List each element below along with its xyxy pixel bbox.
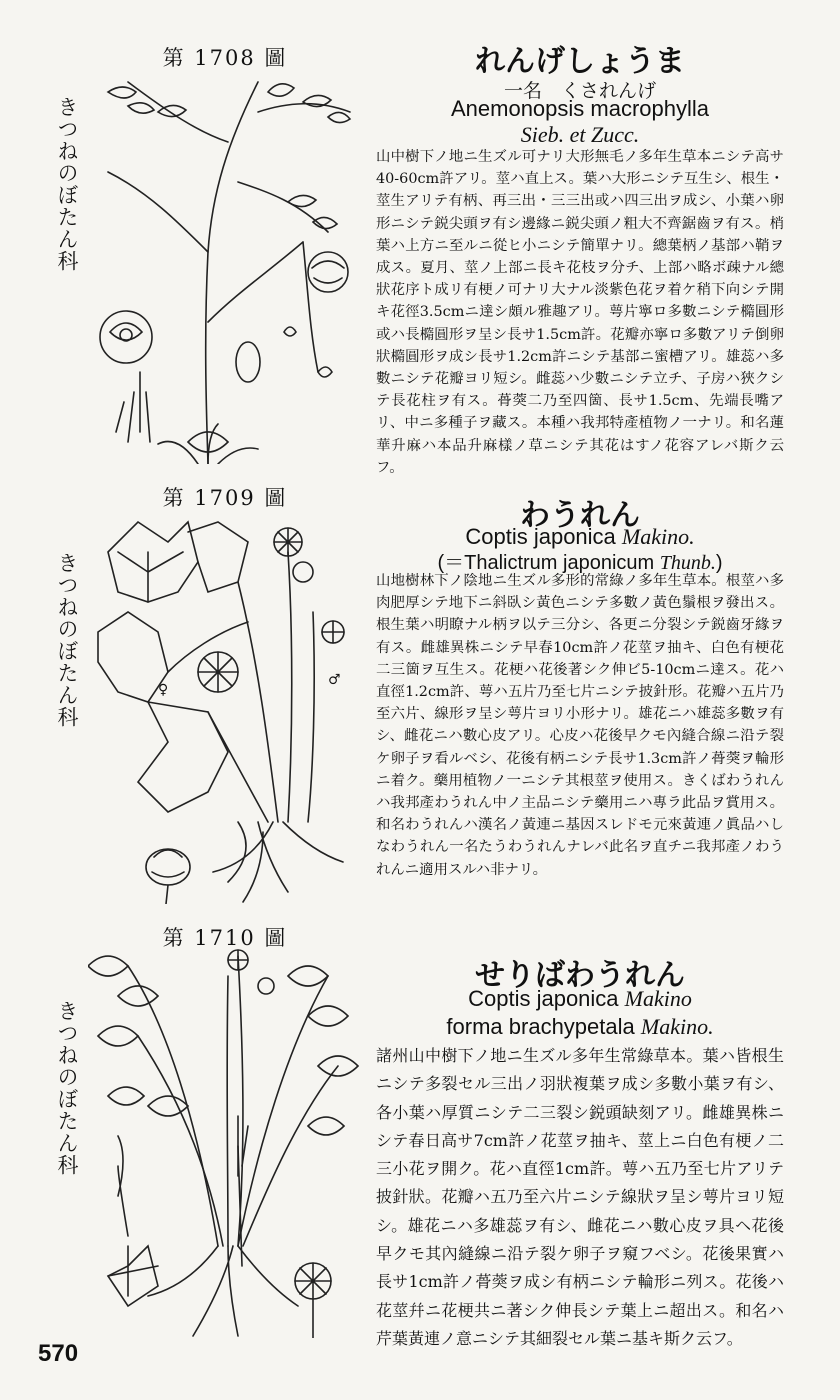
latin-name-1708 [380, 96, 780, 122]
family-label-1709: きつねのぼたん科 [55, 552, 79, 728]
family-label-1708: きつねのぼたん科 [55, 96, 79, 272]
latin-genus-species: Coptis japonica [468, 986, 619, 1011]
title-ja-1710: せりばわうれん [475, 958, 685, 993]
figure-label-1709: 第 1709 圖 [162, 486, 288, 510]
latin-author-1708 [380, 122, 780, 148]
illustration-1710 [88, 946, 360, 1338]
title-ja-1708: れんげしょうま [475, 44, 685, 79]
family-label-1710: きつねのぼたん科 [55, 1000, 79, 1176]
page-number: 570 [38, 1340, 79, 1367]
latin-author: Sieb. et Zucc. [520, 122, 640, 147]
latin-forma: forma brachypetala [446, 1014, 635, 1039]
synonym-prefix: (＝Thalictrum japonicum [437, 552, 655, 574]
latin-forma-1710 [380, 1014, 780, 1040]
male-symbol: ♂ [328, 672, 341, 688]
coptis-plant-drawing-icon [88, 512, 360, 904]
title-ja-1709: わうれん [520, 498, 640, 533]
figure-label-1708: 第 1708 圖 [162, 46, 288, 70]
coptis-forma-plant-drawing-icon [88, 946, 360, 1338]
latin-genus-species: Coptis japonica [465, 524, 616, 549]
synonym-author: Thunb. [659, 552, 716, 574]
latin-forma-author: Makino. [640, 1014, 714, 1039]
figure-label-1710: 第 1710 圖 [162, 926, 288, 950]
latin-genus-species: Anemonopsis macrophylla [450, 96, 710, 121]
latin-name-1710 [380, 986, 780, 1012]
synonym-suffix: ) [715, 552, 723, 574]
description-1710: 諸州山中樹下ノ地ニ生ズル多年生常綠草本。葉ハ皆根生ニシテ多裂セル三出ノ羽狀複葉ヲ成シ多數小葉ヲ有シ、各小葉ハ厚質ニシテ二三裂シ鋭頭缺刻アリ。雌雄異株ニシテ春日高サ7cm許ノ花莖ヲ抽キ、莖上ニ白色有梗ノ二三小花ヲ開ク。花ハ直徑1cm許。萼ハ五乃至七片アリテ披針狀。花瓣ハ五乃至六片ニシテ線狀ヲ呈シ萼片ヨリ短シ。雄花ニハ多雄蕊ヲ有シ、雌花ニハ數心皮ヲ具ヘ花後早クモ其內縫線ニ沿テ裂ケ卵子ヲ窺フベシ。花後果實ハ長サ1cm許ノ蓇葖ヲ成シ有柄ニシテ輪形ニ列ス。花後ハ花莖幷ニ花梗共ニ著シク伸長シテ葉上ニ超出ス。和名ハ芹葉黃連ノ意ニシテ其細裂セル葉ニ基キ斯ク云フ。 [376, 1046, 784, 1348]
anemonopsis-plant-drawing-icon [88, 72, 360, 464]
alt-name-1708: 一名 くされんげ [503, 80, 656, 102]
female-symbol: ♀ [158, 682, 169, 698]
illustration-1709 [88, 512, 360, 904]
illustration-1708 [88, 72, 360, 464]
latin-author: Makino [624, 986, 692, 1011]
latin-author: Makino. [621, 524, 695, 549]
description-1709: 山地樹林下ノ陰地ニ生ズル多形的常綠ノ多年生草本。根莖ハ多肉肥厚シテ地下ニ斜臥シ黃色ニシテ多數ノ黃色鬚根ヲ發出ス。根生葉ハ明瞭ナル柄ヲ以テ三分シ、各更ニ分裂シテ鋭齒牙緣ヲ有ス。雌雄異株ニシテ早春10cm許ノ花莖ヲ抽キ、白色有梗花二三箇ヲ互生ス。花梗ハ花後著シク伸ビ5-10cmニ達ス。花ハ直徑1.2cm許、萼ハ五片乃至七片ニシテ披針形。花瓣ハ五片乃至六片、線形ヲ呈シ萼片ヨリ小形ナリ。雄花ニハ雄蕊多數ヲ有シ、雌花ニハ數心皮アリ。心皮ハ花後早クモ內縫合線ニ沿テ裂ケ卵子ヲ看ルベシ、花後有柄ニシテ長サ1.3cm許ノ蓇葖ヲ輪形ニ着ク。藥用植物ノ一ニシテ其根莖ヲ使用ス。きくばわうれんハ我邦產わうれん中ノ主品ニシテ藥用ニハ專ラ此品ヲ賞用ス。和名わうれんハ漢名ノ黃連ニ基因スレドモ元來黃連ノ眞品ハしなわうれん一名たうわうれんナレバ此名ヲ直チニ我邦產ノわうれんニ適用スルハ非ナリ。 [376, 573, 784, 878]
description-1708: 山中樹下ノ地ニ生ズル可ナリ大形無毛ノ多年生草本ニシテ高サ40-60cm許アリ。莖ハ直上ス。葉ハ大形ニシテ互生シ、根生・莖生アリテ有柄、再三出・三三出或ハ四三出ヲ成シ、小葉ハ卵形ニシテ鋭尖頭ヲ有シ邊緣ニ鋭尖頭ノ粗大不齊鋸齒ヲ有ス。梢葉ハ上方ニ至ルニ從ヒ小ニシテ簡單ナリ。總葉柄ノ基部ハ鞘ヲ成ス。夏月、莖ノ上部ニ長キ花枝ヲ分チ、上部ハ略ボ疎ナル總狀花序ト成リ有梗ノ可ナリ大ナル淡紫色花ヲ着ケ稍下向シテ開キ花徑3.5cmニ達シ頗ル雅趣アリ。萼片寧ロ多數ニシテ橢圓形或ハ長橢圓形ヲ呈シ長サ1.5cm許。花瓣亦寧ロ多數アリテ倒卵狀橢圓形ヲ成シ長サ1.2cm許ニシテ基部ニ蜜槽アリ。雄蕊ハ多數ニシテ花瓣ヨリ短シ。雌蕊ハ少數ニシテ立チ、子房ハ狹クシテ長花柱ヲ有ス。蓇葖二乃至四箇、長サ1.5cm、先端長嘴アリ、中ニ多種子ヲ藏ス。本種ハ我邦特產植物ノ一ナリ。和名蓮華升麻ハ本品升麻樣ノ草ニシテ其花はすノ花容アレバ斯ク云フ。 [376, 149, 784, 476]
